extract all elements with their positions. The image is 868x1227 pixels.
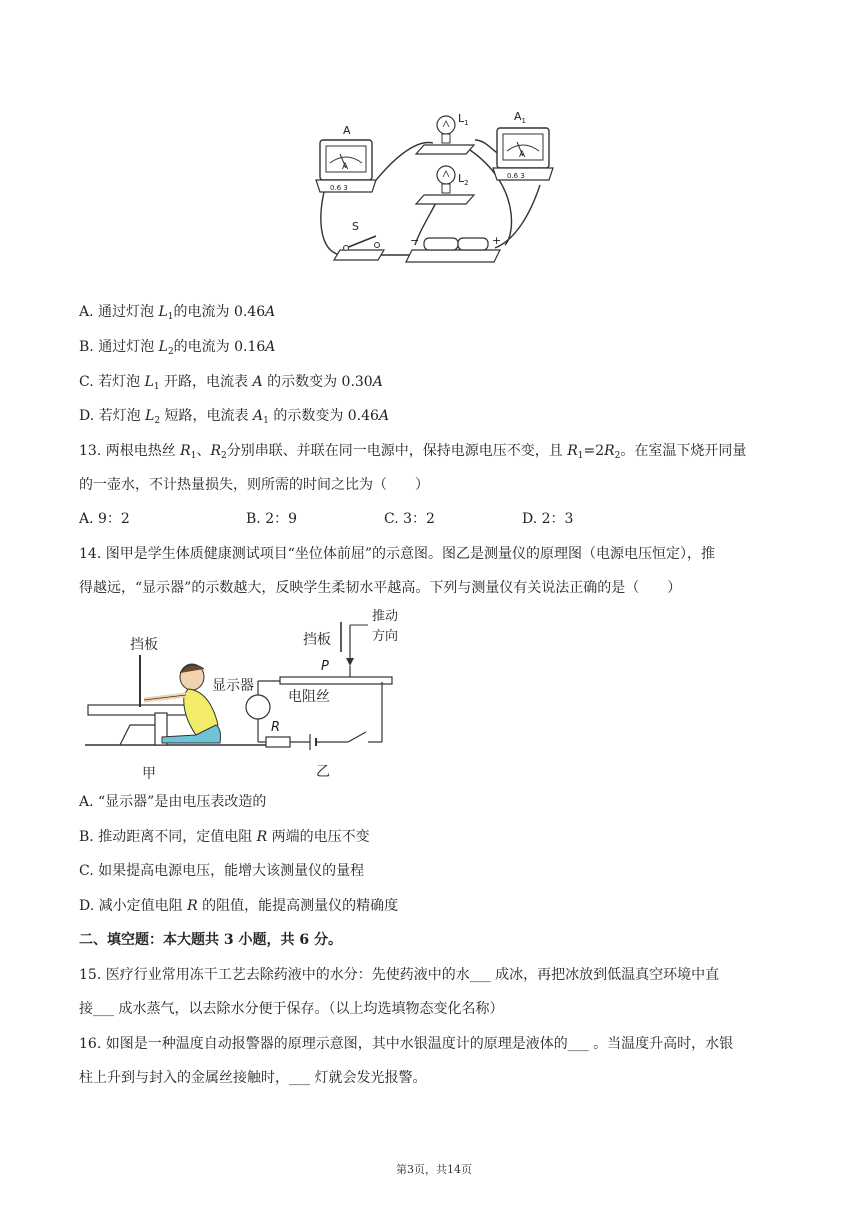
q12-option-c: C. 若灯泡 $L_1$ 开路，电流表 A 的示数变为 0.30A <box>79 374 383 392</box>
page-footer: 第3页，共14页 <box>396 1163 472 1176</box>
q12-option-d: D. 若灯泡 $L_2$ 短路，电流表 $A_1$ 的示数变为 0.46A <box>79 408 390 426</box>
yi-slider-label: P <box>321 659 329 674</box>
yi-resistor-label: R <box>271 720 281 735</box>
q14-option-b: B. 推动距离不同，定值电阻 R 两端的电压不变 <box>79 829 370 845</box>
meter-a1-face: A <box>519 150 526 160</box>
meter-a1-scale: 0.6 3 <box>507 172 525 180</box>
bulb-l2-label: $L_2$ <box>458 172 469 187</box>
switch-s <box>334 220 384 260</box>
q14-stem-line1: 14. 图甲是学生体质健康测试项目“坐位体前屈”的示意图。图乙是测量仪的原理图（电源电压恒定），推 <box>79 546 716 562</box>
q12-option-b: B. 通过灯泡 $L_2$的电流为 0.16A <box>79 339 276 357</box>
q13-option-d: D. 2：3 <box>522 511 574 527</box>
yi-push-line1: 推动 <box>372 609 399 624</box>
q13-option-a: A. 9：2 <box>79 511 130 527</box>
switch-label: S <box>352 220 359 233</box>
q13-stem-line1: 13. 两根电热丝 $R_1$、$R_2$分别串联、并联在同一电源中，保持电源电压不变，且 $R_1=2R_2$。在室温下烧开同量 <box>79 443 747 461</box>
ammeter-a1 <box>493 110 553 180</box>
jia-board-label: 挡板 <box>130 637 158 653</box>
q13-stem-line2: 的一壶水，不计热量损失，则所需的时间之比为（ ） <box>79 477 429 493</box>
figure-yi-circuit <box>200 600 440 780</box>
yi-wire-label: 电阻丝 <box>288 689 330 705</box>
battery-plus: + <box>492 234 502 247</box>
meter-a-label: A <box>343 124 351 137</box>
bulb-l1-label: $L_1$ <box>458 112 469 127</box>
yi-board-label: 挡板 <box>303 632 331 648</box>
ammeter-a <box>316 124 376 192</box>
q14-stem-line2: 得越远，“显示器”的示数越大，反映学生柔韧水平越高。下列与测量仪有关说法正确的是（ ） <box>79 580 682 596</box>
q12-option-a: A. 通过灯泡 $L_1$的电流为 0.46A <box>79 304 276 322</box>
battery <box>406 234 501 262</box>
q15-line2: 接___ 成水蒸气，以去除水分便于保存。（以上均选填物态变化名称） <box>79 1001 504 1017</box>
q13-option-c: C. 3：2 <box>384 511 435 527</box>
circuit-figure-ammeters <box>0 0 868 270</box>
bulb-l1 <box>416 112 474 154</box>
yi-push-line2: 方向 <box>372 629 399 644</box>
battery-minus: − <box>410 234 420 247</box>
meter-a-face: A <box>342 162 349 172</box>
yi-display-meter <box>246 695 270 719</box>
yi-display-label: 显示器 <box>212 678 254 694</box>
meter-a1-label: $A_1$ <box>514 110 526 125</box>
q15-line1: 15. 医疗行业常用冻干工艺去除药液中的水分：先使药液中的水___ 成冰，再把冰放到低温真空环境中直 <box>79 967 720 983</box>
q13-option-b: B. 2：9 <box>246 511 298 527</box>
section2-title: 二、填空题：本大题共 3 小题，共 6 分。 <box>79 932 342 948</box>
yi-caption: 乙 <box>316 764 330 780</box>
q14-option-a: A. “显示器”是由电压表改造的 <box>79 794 267 810</box>
q16-line2: 柱上升到与封入的金属丝接触时，___ 灯就会发光报警。 <box>79 1070 427 1086</box>
jia-caption: 甲 <box>142 766 156 782</box>
yi-resistor-r <box>266 737 290 747</box>
meter-a-scale: 0.6 3 <box>330 184 348 192</box>
q14-option-d: D. 减小定值电阻 R 的阻值，能提高测量仪的精确度 <box>79 898 399 914</box>
q14-option-c: C. 如果提高电源电压，能增大该测量仪的量程 <box>79 863 365 879</box>
bulb-l2 <box>416 166 474 204</box>
q16-line1: 16. 如图是一种温度自动报警器的原理示意图，其中水银温度计的原理是液体的___ 。当温度升高时，水银 <box>79 1036 734 1052</box>
